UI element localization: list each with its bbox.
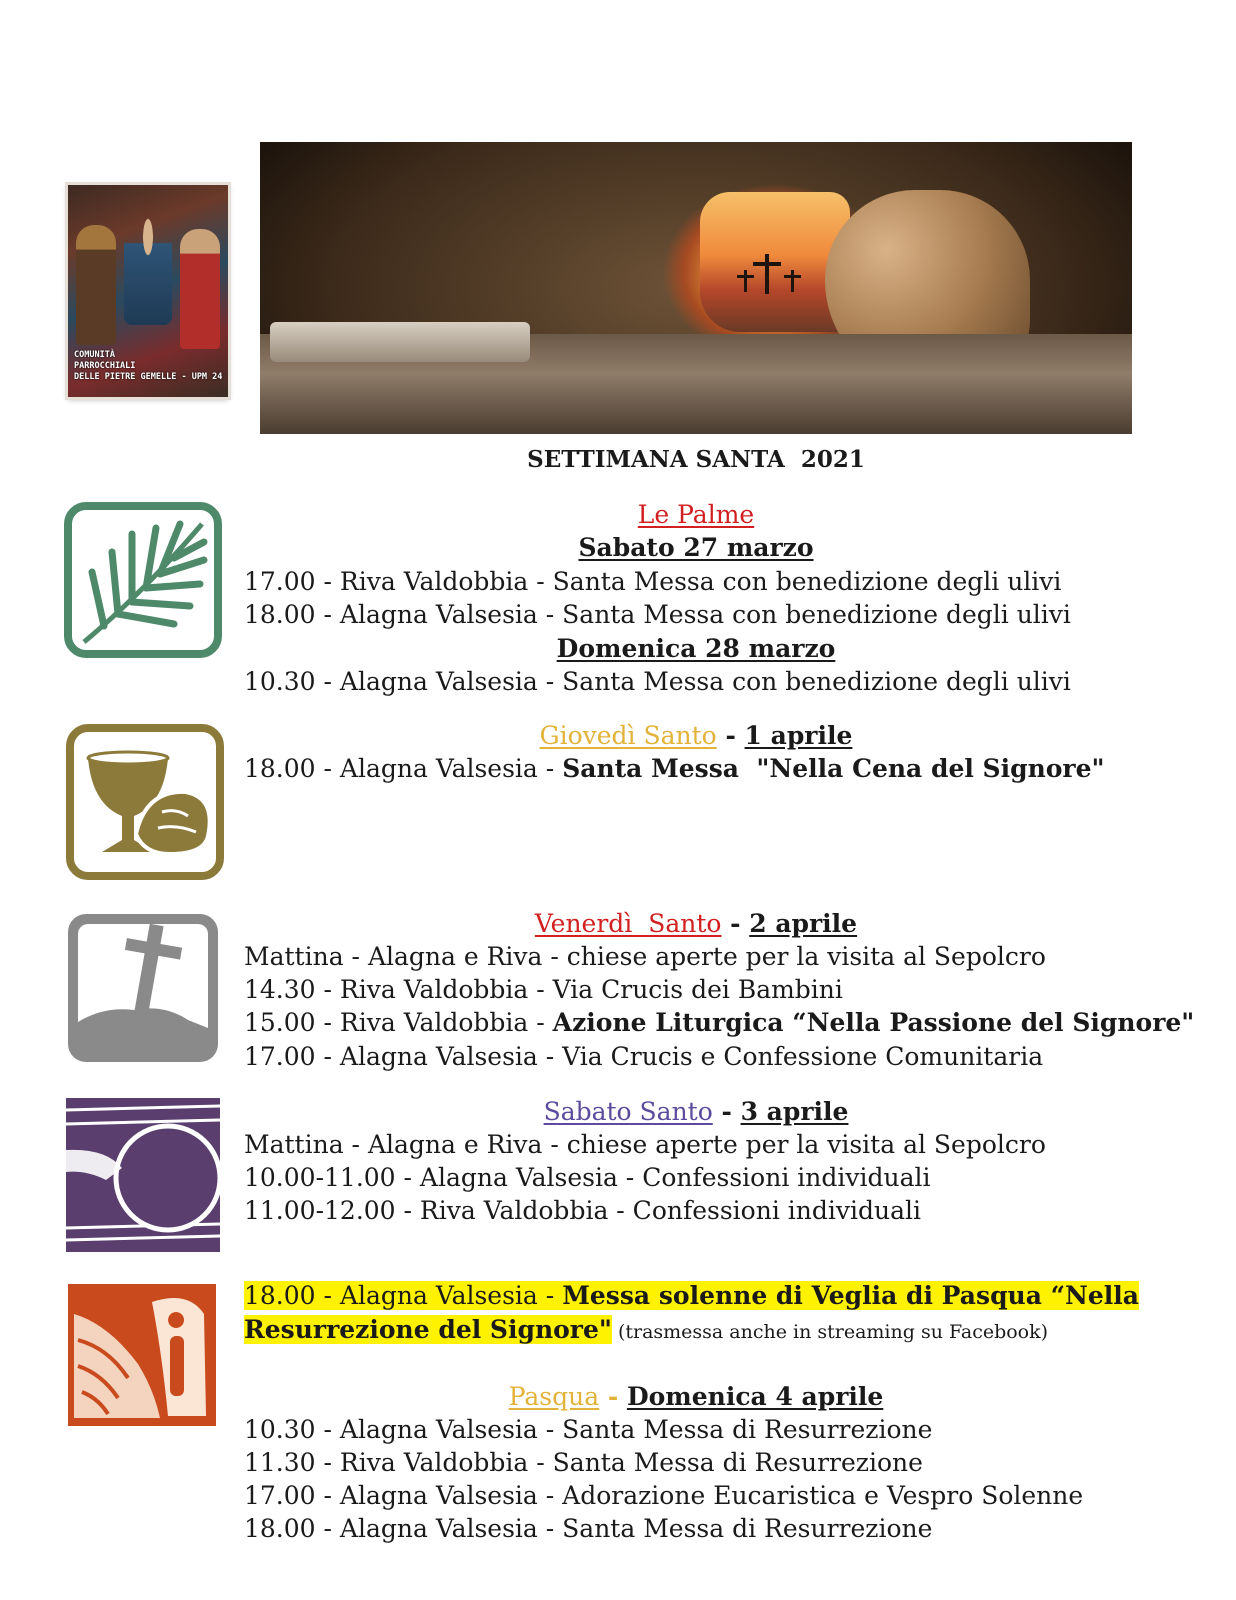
cross-left-bar <box>737 275 754 278</box>
cross-left <box>744 270 747 292</box>
veglia-line1-prefix: 18.00 - Alagna Valsesia - <box>244 1281 563 1310</box>
cross-right-bar <box>784 275 801 278</box>
pasqua-heading-line <box>260 1380 1132 1413</box>
venerdi-item-3 <box>244 1006 1194 1039</box>
logo-text-line2: PARROCCHIALI <box>74 361 136 371</box>
cross-hill-icon <box>64 910 222 1066</box>
palme-day2-item-1: 10.30 - Alagna Valsesia - Santa Messa con benedizione degli ulivi <box>244 667 1071 696</box>
parish-logo <box>68 185 228 397</box>
venerdi-item-4: 17.00 - Alagna Valsesia - Via Crucis e Confessione Comunitaria <box>244 1042 1044 1071</box>
pasqua-item-2: 11.30 - Riva Valdobbia - Santa Messa di Resurrezione <box>244 1448 923 1477</box>
sabato-item-1: Mattina - Alagna e Riva - chiese aperte per la visita al Sepolcro <box>244 1130 1046 1159</box>
venerdi-item-3-bold: Azione Liturgica “Nella Passione del Signore" <box>552 1008 1195 1037</box>
venerdi-item-3-prefix: 15.00 - Riva Valdobbia - <box>244 1008 553 1037</box>
palme-heading-line <box>260 498 1132 531</box>
sabato-item-3: 11.00-12.00 - Riva Valdobbia - Confessioni individuali <box>244 1196 921 1225</box>
palme-day1-item-2: 18.00 - Alagna Valsesia - Santa Messa con benedizione degli ulivi <box>244 600 1071 629</box>
venerdi-heading: Venerdì Santo <box>534 909 722 938</box>
palme-day1-line <box>260 531 1132 564</box>
sabato-sep: - <box>712 1097 741 1126</box>
saint-figure-left <box>76 225 116 345</box>
palme-day2-line <box>260 632 1132 665</box>
tomb-stone-icon <box>66 1098 220 1252</box>
pasqua-sep: - <box>599 1382 627 1411</box>
veglia-line1-bold: Messa solenne di Veglia di Pasqua “Nella <box>562 1281 1139 1310</box>
logo-text-line3: DELLE PIETRE GEMELLE - UPM 24 <box>74 372 223 382</box>
sabato-heading: Sabato Santo <box>543 1097 713 1126</box>
pasqua-item-4: 18.00 - Alagna Valsesia - Santa Messa di Resurrezione <box>244 1514 933 1543</box>
venerdi-sep: - <box>721 909 750 938</box>
giovedi-date: 1 aprile <box>744 721 853 750</box>
chalice-bread-icon <box>66 724 224 880</box>
pasqua-item-3: 17.00 - Alagna Valsesia - Adorazione Eucaristica e Vespro Solenne <box>244 1481 1084 1510</box>
palme-day1-item-1: 17.00 - Riva Valdobbia - Santa Messa con benedizione degli ulivi <box>244 567 1062 596</box>
sabato-heading-line <box>260 1095 1132 1128</box>
sabato-item-2: 10.00-11.00 - Alagna Valsesia - Confessioni individuali <box>244 1163 931 1192</box>
veglia-line2-note: (trasmessa anche in streaming su Facebook) <box>611 1321 1049 1343</box>
giovedi-item-bold: Santa Messa "Nella Cena del Signore" <box>562 754 1105 783</box>
sabato-date: 3 aprile <box>740 1097 849 1126</box>
logo-text-line1: COMUNITÀ <box>74 350 115 360</box>
giovedi-sep: - <box>716 721 745 750</box>
palme-heading: Le Palme <box>637 500 755 529</box>
pasqua-heading: Pasqua <box>508 1382 600 1411</box>
venerdi-item-1: Mattina - Alagna e Riva - chiese aperte per la visita al Sepolcro <box>244 942 1046 971</box>
cross-center <box>765 254 769 294</box>
giovedi-item-prefix: 18.00 - Alagna Valsesia - <box>244 754 563 783</box>
veglia-line2-bold: Resurrezione del Signore" <box>244 1315 612 1344</box>
venerdi-date: 2 aprile <box>749 909 858 938</box>
venerdi-heading-line <box>260 907 1132 940</box>
cross-center-bar <box>753 262 781 266</box>
palm-leaf-icon <box>64 502 222 658</box>
page-title: SETTIMANA SANTA 2021 <box>527 446 865 473</box>
empty-tomb-banner <box>260 142 1132 434</box>
madonna-figure <box>124 215 172 325</box>
risen-christ-icon <box>68 1284 216 1426</box>
burial-cloth <box>270 322 530 362</box>
palme-day2: Domenica 28 marzo <box>556 634 836 663</box>
logo-text <box>74 350 224 383</box>
giovedi-heading-line <box>260 719 1132 752</box>
giovedi-item <box>244 752 1105 785</box>
veglia-line-2 <box>244 1313 1048 1349</box>
pasqua-date: Domenica 4 aprile <box>626 1382 884 1411</box>
pasqua-item-1: 10.30 - Alagna Valsesia - Santa Messa di Resurrezione <box>244 1415 933 1444</box>
giovedi-heading: Giovedì Santo <box>539 721 717 750</box>
palme-day1: Sabato 27 marzo <box>578 533 814 562</box>
venerdi-item-2: 14.30 - Riva Valdobbia - Via Crucis dei Bambini <box>244 975 843 1004</box>
cross-right <box>791 270 794 292</box>
saint-figure-right <box>180 229 220 349</box>
veglia-line-1 <box>244 1279 1139 1312</box>
